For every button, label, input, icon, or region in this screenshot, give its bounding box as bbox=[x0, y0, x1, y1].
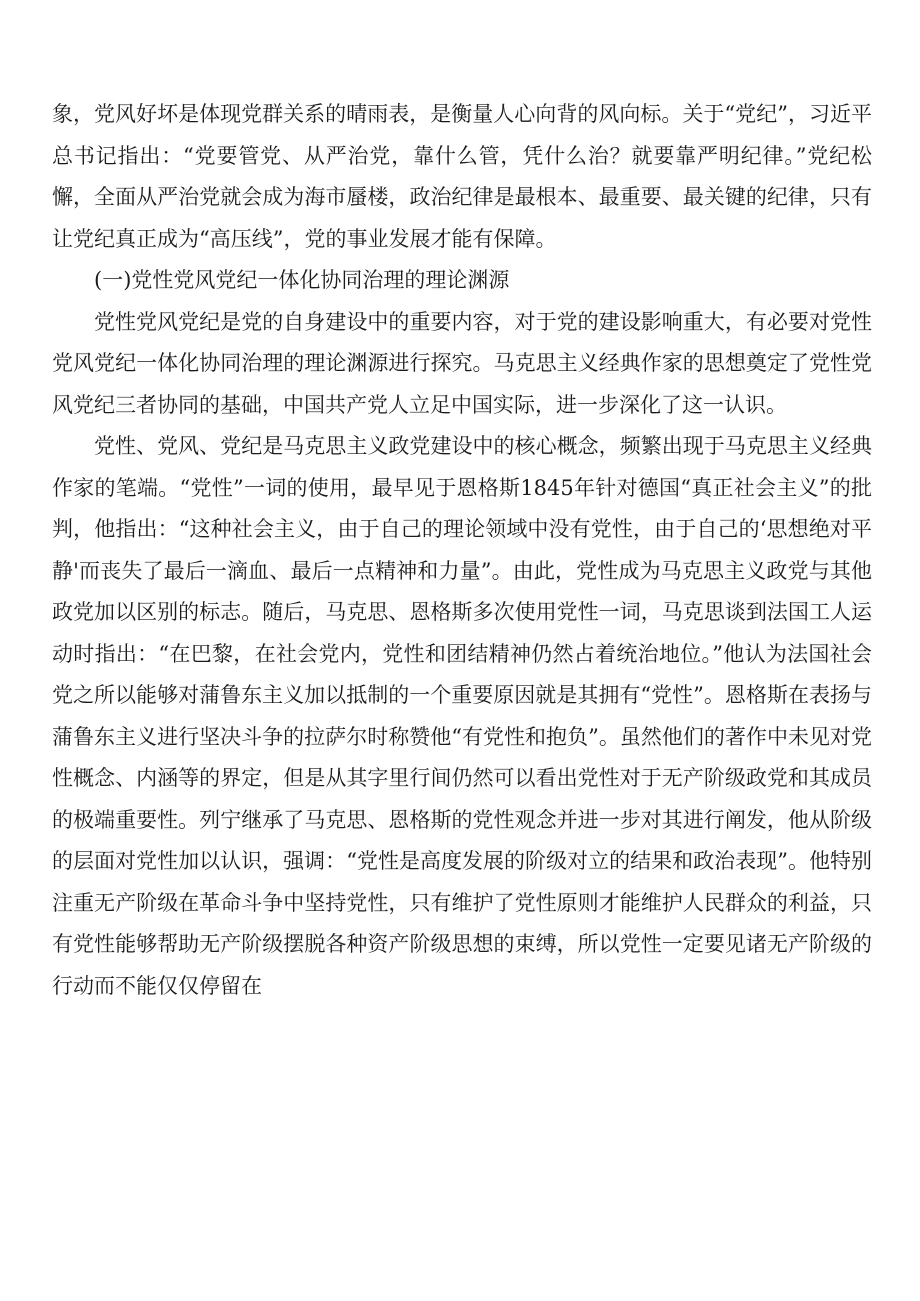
paragraph-theory-origin: 党性党风党纪是党的自身建设中的重要内容，对于党的建设影响重大，有必要对党性党风党纪一体化协同治理的理论渊源进行探究。马克思主义经典作家的思想奠定了党性党风党纪三者协同的基础，中国共产党人立足中国实际，进一步深化了这一认识。 bbox=[52, 309, 872, 417]
document-body bbox=[52, 94, 872, 1007]
paragraph-party-spirit: 党性、党风、党纪是马克思主义政党建设中的核心概念，频繁出现于马克思主义经典作家的笔端。“党性”一词的使用，最早见于恩格斯1845年针对德国“真正社会主义”的批判，他指出：“这种社会主义，由于自己的理论领域中没有党性，由于自己的‘思想绝对平静'而丧失了最后一滴血、最后一点精神和力量”。由此，党性成为马克思主义政党与其他政党加以区别的标志。随后，马克思、恩格斯多次使用党性一词，马克思谈到法国工人运动时指出：“在巴黎，在社会党内，党性和团结精神仍然占着统治地位。”他认为法国社会党之所以能够对蒲鲁东主义加以抵制的一个重要原因就是其拥有“党性”。恩格斯在表扬与蒲鲁东主义进行坚决斗争的拉萨尔时称赞他“有党性和抱负”。虽然他们的著作中未见对党性概念、内涵等的界定，但是从其字里行间仍然可以看出党性对于无产阶级政党和其成员的极端重要性。列宁继承了马克思、恩格斯的党性观念并进一步对其进行阐发，他从阶级的层面对党性加以认识，强调：“党性是高度发展的阶级对立的结果和政治表现”。他特别注重无产阶级在革命斗争中坚持党性，只有维护了党性原则才能维护人民群众的利益，只有党性能够帮助无产阶级摆脱各种资产阶级思想的束缚，所以党性一定要见诸无产阶级的行动而不能仅仅停留在 bbox=[52, 434, 872, 998]
section-heading: (一)党性党风党纪一体化协同治理的理论渊源 bbox=[94, 268, 510, 292]
paragraph-continuation: 象，党风好坏是体现党群关系的晴雨表，是衡量人心向背的风向标。关于“党纪”，习近平总书记指出：“党要管党、从严治党，靠什么管，凭什么治？就要靠严明纪律。”党纪松懈，全面从严治党就会成为海市蜃楼，政治纪律是最根本、最重要、最关键的纪律，只有让党纪真正成为“高压线”，党的事业发展才能有保障。 bbox=[52, 102, 872, 251]
